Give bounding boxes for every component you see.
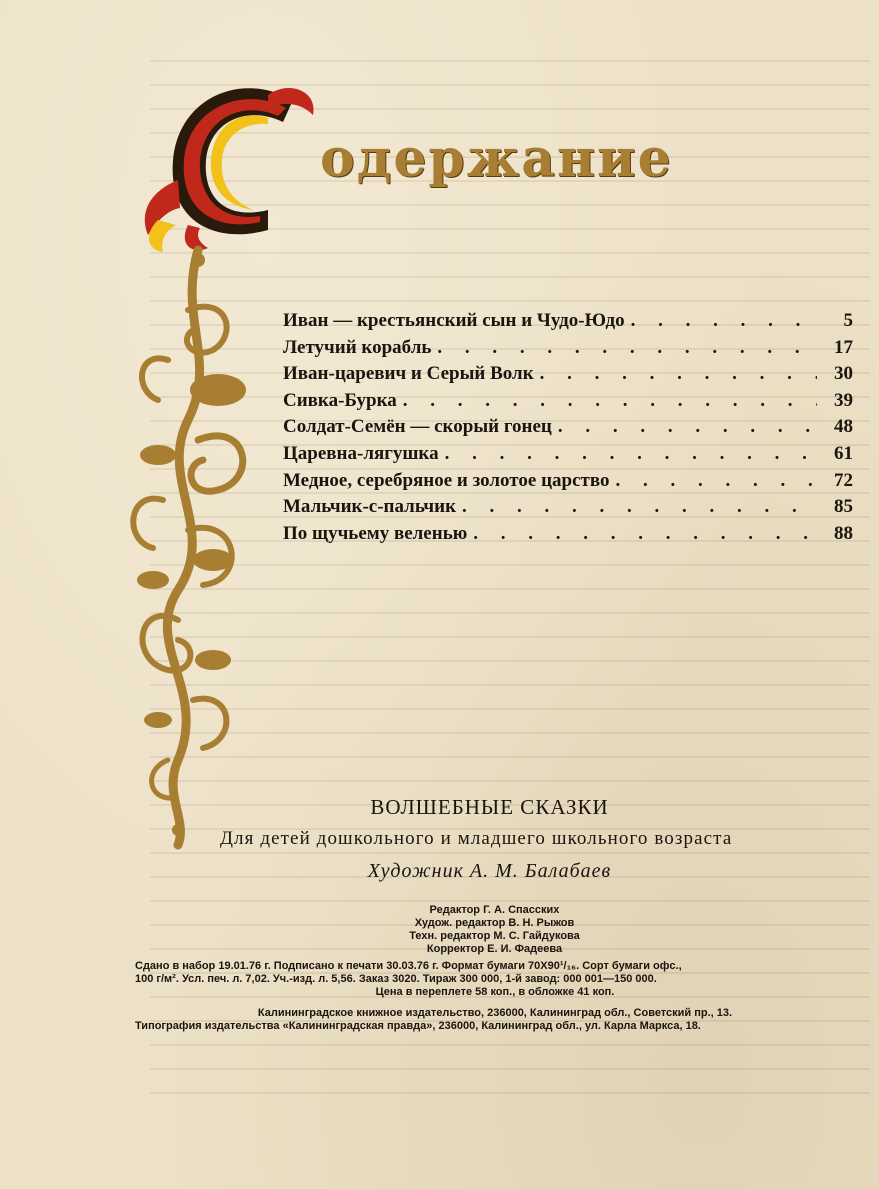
- credit-line: Редактор Г. А. Спасских: [429, 904, 560, 916]
- drop-cap-ornament: [145, 88, 314, 252]
- toc-entry-page: 61: [834, 442, 853, 464]
- toc-leader-dots: [456, 496, 817, 518]
- publisher-line: Калининградское книжное издательство, 236000, Калининград обл., Советский пр., 13.: [257, 1007, 733, 1019]
- toc-entry-page: 72: [834, 469, 853, 491]
- toc-entry-page: 5: [843, 310, 853, 331]
- toc-leader-dots: [467, 523, 817, 545]
- toc-entry[interactable]: [283, 470, 853, 497]
- toc-leader-dots: [552, 416, 817, 438]
- price-line: Цена в переплете 58 коп., в обложке 41 коп.: [375, 986, 615, 998]
- toc-entry[interactable]: [283, 416, 853, 443]
- toc-leader-dots: [625, 310, 817, 332]
- table-of-contents: [283, 310, 853, 549]
- toc-leader-dots: [431, 337, 817, 359]
- toc-entry-title: Летучий корабль: [283, 336, 432, 358]
- toc-entry[interactable]: [283, 496, 853, 523]
- toc-leader-dots: [439, 443, 817, 465]
- toc-entry-title: Медное, серебряное и золотое царство: [283, 469, 610, 491]
- credit-line: Техн. редактор М. С. Гайдукова: [409, 930, 580, 942]
- toc-entry-title: Иван-царевич и Серый Волк: [283, 363, 534, 385]
- imprint-line: Сдано в набор 19.01.76 г. Подписано к печати 30.03.76 г. Формат бумаги 70X90¹/₁₆. Сорт бумаги офс.,: [135, 960, 682, 972]
- toc-entry-page: 85: [834, 496, 853, 518]
- toc-leader-dots: [534, 363, 817, 385]
- vine-ornament: [133, 250, 242, 845]
- printer-line: Типография издательства «Калининградская правда», 236000, Калининград обл., ул. Карла Маркса, 18.: [135, 1020, 701, 1032]
- toc-entry-page: 30: [834, 363, 853, 385]
- toc-entry-title: Царевна-лягушка: [283, 442, 439, 464]
- toc-entry[interactable]: [283, 337, 853, 364]
- toc-entry-page: 17: [834, 336, 853, 358]
- credit-line: Корректор Е. И. Фадеева: [426, 943, 563, 955]
- audience-line: Для детей дошкольного и младшего школьного возраста: [220, 828, 733, 849]
- toc-entry[interactable]: [283, 390, 853, 417]
- credit-line: Худож. редактор В. Н. Рыжов: [414, 917, 575, 929]
- toc-entry-title: По щучьему веленью: [283, 522, 468, 544]
- toc-entry[interactable]: [283, 363, 853, 390]
- editorial-credits: [0, 904, 879, 956]
- imprint-block: [135, 960, 855, 1033]
- toc-entry-page: 88: [834, 522, 853, 544]
- toc-leader-dots: [397, 390, 817, 412]
- series-title: ВОЛШЕБНЫЕ СКАЗКИ: [370, 795, 609, 819]
- toc-entry-title: Иван — крестьянский сын и Чудо-Юдо: [283, 310, 625, 331]
- imprint-line: 100 г/м². Усл. печ. л. 7,02. Уч.-изд. л. 5,56. Заказ 3020. Тираж 300 000, 1-й завод: 000 001—150 000.: [135, 973, 657, 985]
- toc-entry[interactable]: [283, 523, 853, 550]
- contents-heading: [320, 128, 673, 189]
- toc-entry[interactable]: [283, 310, 853, 337]
- heading-text: одержание: [320, 128, 673, 189]
- artist-credit: Художник А. М. Балабаев: [367, 860, 612, 882]
- toc-entry-title: Мальчик-с-пальчик: [283, 496, 457, 518]
- toc-entry-title: Солдат-Семён — скорый гонец: [283, 416, 552, 438]
- toc-leader-dots: [610, 470, 818, 492]
- toc-entry[interactable]: [283, 443, 853, 470]
- toc-entry-page: 48: [834, 416, 853, 438]
- toc-entry-title: Сивка-Бурка: [283, 389, 397, 411]
- toc-entry-page: 39: [834, 389, 853, 411]
